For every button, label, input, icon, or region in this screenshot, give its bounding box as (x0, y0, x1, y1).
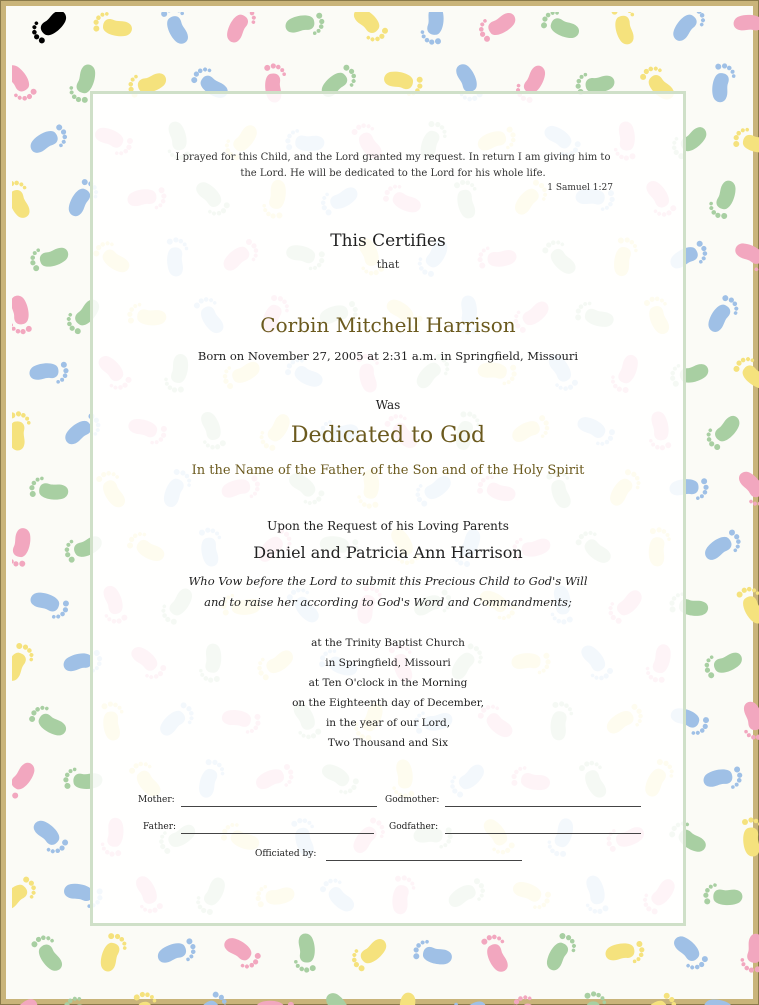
child-name: Corbin Mitchell Harrison (260, 313, 516, 337)
baby-footprint-icon (378, 983, 427, 1005)
baby-footprint-icon (12, 520, 42, 574)
baby-footprint-icon (726, 460, 759, 517)
place-line: at the Trinity Baptist Church (311, 637, 465, 649)
baby-footprint-icon (341, 12, 397, 53)
baby-footprint-icon (86, 12, 140, 48)
baby-footprint-icon (698, 876, 747, 915)
father-label: Father: (143, 822, 177, 832)
baby-footprint-icon (21, 116, 77, 166)
baby-footprint-icon (696, 286, 751, 343)
baby-footprint-icon (696, 988, 750, 1005)
baby-footprint-icon (12, 750, 47, 807)
baby-footprint-icon (473, 926, 521, 981)
vow-line-2: and to raise her according to God's Word and Commandments; (204, 595, 572, 609)
baby-footprint-icon (20, 694, 77, 748)
place-line: Two Thousand and Six (327, 737, 449, 749)
godfather-label: Godfather: (389, 822, 439, 832)
mother-label: Mother: (138, 795, 175, 805)
baby-footprint-icon (533, 12, 589, 51)
baby-footprint-icon (12, 986, 47, 1005)
verse-reference: 1 Samuel 1:27 (547, 183, 613, 193)
was-text: Was (375, 398, 401, 412)
officiated-signature-line[interactable] (326, 860, 522, 861)
baby-footprint-icon (212, 925, 269, 980)
baby-footprint-icon (577, 987, 613, 1005)
baby-footprint-icon (695, 521, 752, 573)
baby-footprint-icon (12, 290, 39, 340)
baby-footprint-icon (20, 12, 77, 52)
baby-footprint-icon (55, 985, 112, 1005)
baby-footprint-icon (441, 989, 494, 1005)
parents-names: Daniel and Patricia Ann Harrison (253, 543, 523, 562)
baby-footprint-icon (702, 57, 745, 109)
baby-footprint-icon (183, 983, 239, 1005)
baby-footprint-icon (21, 580, 77, 629)
baby-footprint-icon (153, 12, 201, 53)
baby-footprint-icon (698, 760, 747, 799)
baby-footprint-icon (12, 407, 38, 456)
baby-footprint-icon (12, 635, 45, 692)
vow-line-1: Who Vow before the Lord to submit this Precious Child to God's Will (188, 574, 588, 588)
baby-footprint-icon (406, 930, 460, 976)
baby-footprint-icon (696, 640, 750, 687)
godmother-label: Godmother: (385, 795, 440, 805)
baby-footprint-icon (150, 931, 203, 976)
baby-footprint-icon (695, 403, 752, 459)
baby-footprint-icon (601, 934, 649, 971)
baby-footprint-icon (288, 930, 323, 977)
baby-footprint-icon (630, 984, 687, 1005)
baby-footprint-icon (26, 356, 73, 391)
baby-footprint-icon (340, 926, 397, 981)
baby-footprint-icon (732, 927, 759, 979)
baby-footprint-icon (728, 577, 759, 633)
baby-footprint-icon (604, 12, 645, 51)
officiated-label: Officiated by: (255, 849, 317, 859)
dedicated-heading: Dedicated to God (290, 423, 486, 448)
baby-footprint-icon (736, 814, 759, 860)
baby-footprint-icon (725, 345, 759, 401)
place-line: in Springfield, Missouri (325, 657, 451, 669)
father-signature-line[interactable] (181, 833, 374, 834)
baby-footprint-icon (12, 55, 45, 112)
that-text: that (376, 258, 400, 271)
request-text: Upon the Request of his Loving Parents (267, 519, 509, 533)
baby-footprint-icon (21, 809, 77, 866)
place-line: in the year of our Lord, (325, 717, 451, 729)
baby-footprint-icon (412, 12, 454, 51)
godmother-signature-line[interactable] (445, 806, 641, 807)
mother-signature-line[interactable] (181, 806, 377, 807)
baby-footprint-icon (534, 924, 588, 981)
baby-footprint-icon (661, 12, 717, 53)
place-line: on the Eighteenth day of December, (292, 697, 484, 709)
baby-footprint-icon (23, 468, 75, 510)
certificate-panel (90, 91, 686, 926)
baby-footprint-icon (726, 118, 759, 165)
baby-footprint-icon (214, 12, 267, 54)
baby-footprint-icon (127, 986, 168, 1005)
trinity-text: In the Name of the Father, of the Son and of the Holy Spirit (191, 463, 585, 478)
birth-details: Born on November 27, 2005 at 2:31 a.m. in Springfield, Missouri (197, 349, 579, 363)
baby-footprint-icon (89, 925, 138, 980)
godfather-signature-line[interactable] (445, 833, 641, 834)
baby-footprint-icon (12, 172, 43, 227)
baby-footprint-icon (23, 235, 75, 278)
baby-footprint-icon (698, 171, 748, 227)
baby-footprint-icon (732, 695, 759, 747)
certifies-heading: This Certifies (330, 231, 446, 251)
baby-footprint-icon (313, 983, 365, 1005)
baby-footprint-icon (661, 924, 717, 981)
verse-text: I prayed for this Child, and the Lord granted my request. In return I am giving him to the Lord. He will be dedicated to the Lord for his whole life. (175, 152, 611, 179)
baby-footprint-icon (728, 12, 759, 44)
baby-footprint-icon (281, 12, 330, 44)
baby-footprint-icon (12, 868, 48, 923)
place-line: at Ten O'clock in the Morning (308, 677, 468, 689)
baby-footprint-icon (502, 983, 559, 1005)
baby-footprint-icon (23, 925, 76, 982)
baby-footprint-icon (725, 231, 759, 283)
baby-footprint-icon (250, 991, 300, 1005)
baby-footprint-icon (469, 12, 525, 50)
